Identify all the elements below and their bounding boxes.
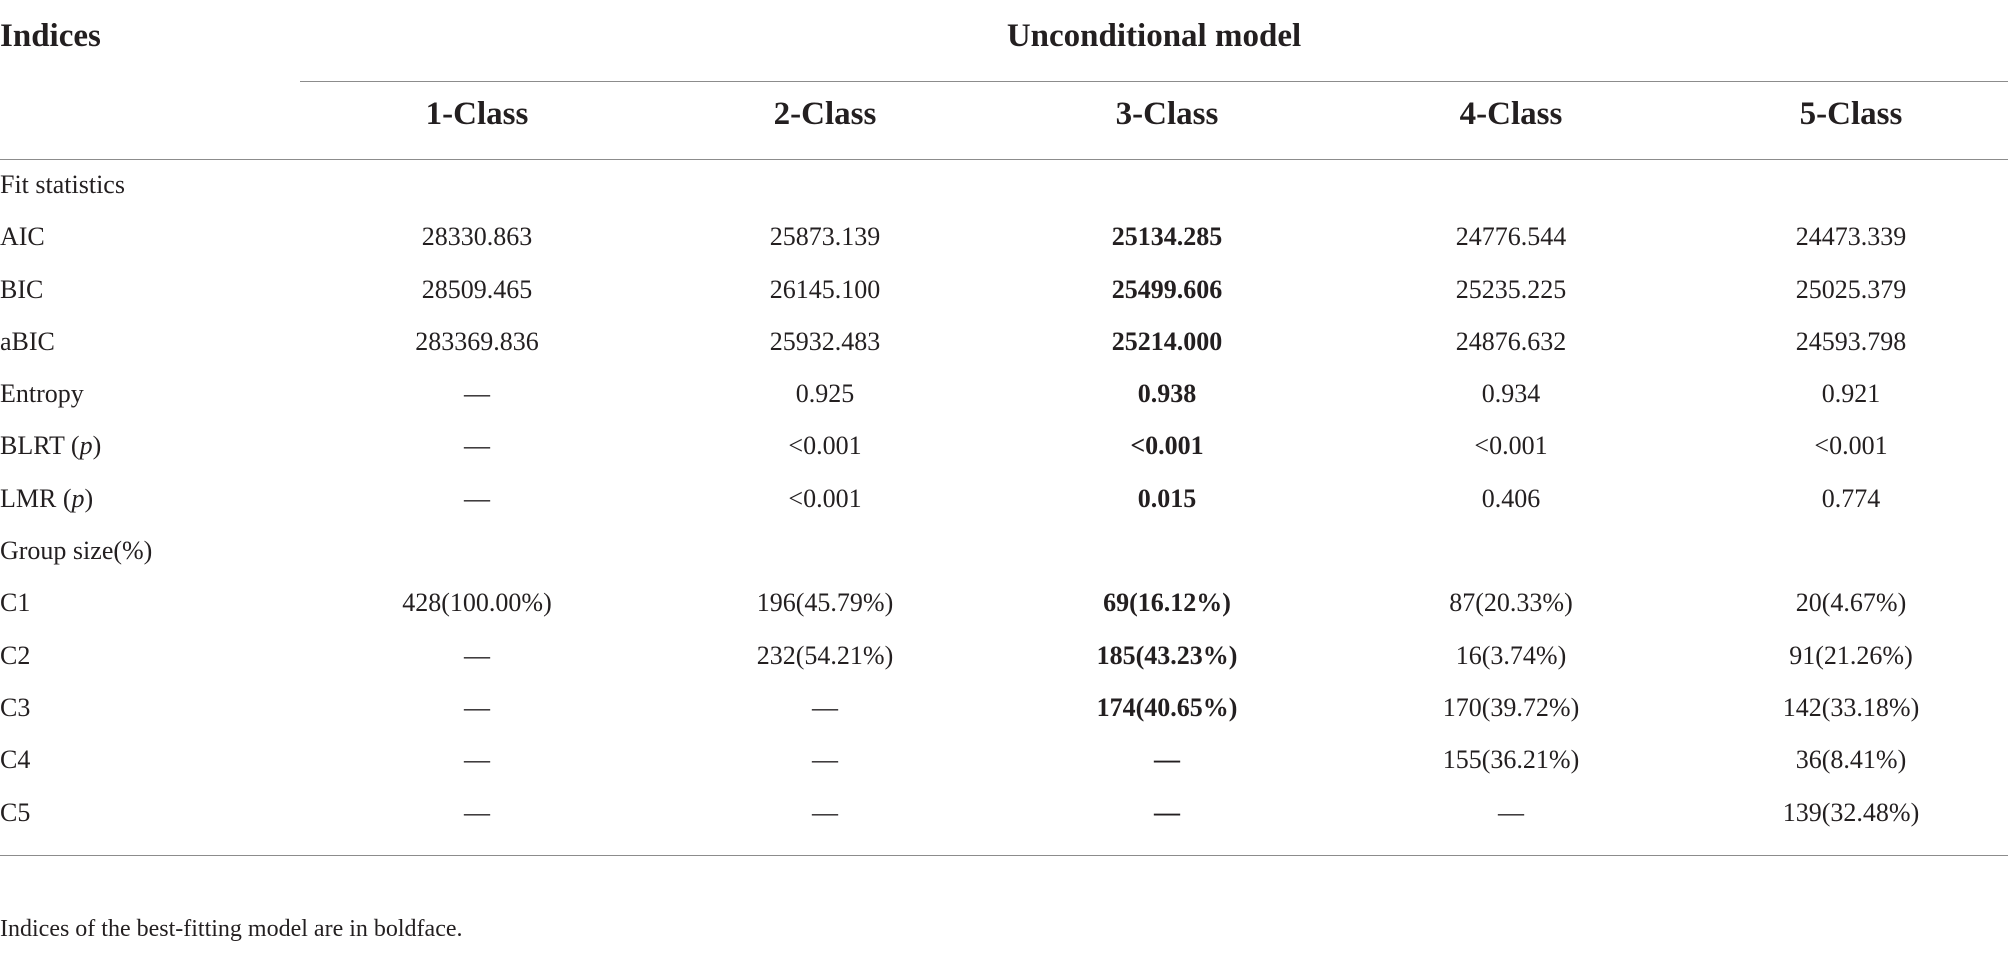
row-label-text: BIC [0,274,44,304]
table-cell: 283369.836 [415,326,539,356]
table-cell: — [1154,745,1180,775]
table-cell: — [812,692,838,722]
table-cell: 139(32.48%) [1782,797,1920,827]
table-cell: 26145.100 [769,274,881,304]
table-cell: 174(40.65%) [1096,692,1238,722]
table-cell: — [464,431,490,461]
table-cell: 155(36.21%) [1442,745,1580,775]
table-cell: 25499.606 [1111,274,1223,304]
column-header-2-class: 2-Class [773,96,877,132]
row-label [0,214,45,260]
table-cell: <0.001 [1474,431,1548,461]
table-cell: 24473.339 [1795,222,1907,252]
section-label [0,528,152,574]
table-cell: 0.015 [1137,483,1197,513]
section-label [0,162,125,208]
table-cell: <0.001 [1130,431,1204,461]
row-label-text: C4 [0,745,31,775]
header-bottom-rule [0,159,2008,160]
row-label [0,737,30,783]
table-cell: 25214.000 [1111,326,1223,356]
row-label [0,685,30,731]
table-cell: — [464,483,490,513]
column-header-3-class: 3-Class [1115,96,1219,132]
row-label-text: AIC [0,222,45,252]
table-cell: 196(45.79%) [756,588,894,618]
row-label-suffix: ) [92,431,102,461]
table-cell: — [1498,797,1524,827]
table-row [0,633,2008,685]
row-label-text: Fit statistics [0,170,125,199]
table-row [0,267,2008,319]
column-headers [0,96,2008,140]
row-label-italic: p [79,431,93,461]
table-cell: 0.934 [1481,379,1541,409]
row-label-text: BLRT ( [0,431,80,461]
table-row [0,476,2008,528]
row-label [0,267,43,313]
section-row [0,162,2008,214]
table-cell: — [464,640,490,670]
table-cell: <0.001 [788,483,862,513]
row-label [0,580,30,626]
table-cell: 142(33.18%) [1782,692,1920,722]
table-row [0,423,2008,475]
row-label [0,319,55,365]
table-row [0,790,2008,842]
row-label-text: LMR ( [0,483,72,513]
table-cell: 25235.225 [1455,274,1567,304]
table-cell: 0.938 [1137,379,1197,409]
table-footnote: Indices of the best-fitting model are in boldface. [0,916,463,942]
column-header-4-class: 4-Class [1459,96,1563,132]
row-label [0,790,30,836]
table-cell: — [464,745,490,775]
row-label-suffix: ) [84,483,94,513]
table-cell: — [464,379,490,409]
row-label [0,476,93,522]
table-cell: 20(4.67%) [1795,588,1907,618]
table-cell: 0.925 [795,379,855,409]
table-cell: <0.001 [788,431,862,461]
row-label-text: aBIC [0,326,55,356]
table-cell: 28509.465 [421,274,533,304]
table-cell: — [812,797,838,827]
table-cell: 24593.798 [1795,326,1907,356]
row-label [0,633,30,679]
table-body [0,162,2008,842]
row-label-text: C2 [0,640,31,670]
table-cell: 428(100.00%) [402,588,552,618]
group-header-rule [300,81,2008,82]
row-label-text: Group size(%) [0,536,153,566]
row-label [0,371,84,417]
table-cell: 25025.379 [1795,274,1907,304]
table-row [0,319,2008,371]
table-cell: — [812,745,838,775]
table-group-header: Unconditional model [1006,18,1302,54]
table-row [0,685,2008,737]
row-label-text: Entropy [0,379,84,409]
table-cell: 16(3.74%) [1455,640,1567,670]
table-cell: 0.774 [1821,483,1881,513]
table-stub-header: Indices [0,18,101,54]
table-row [0,371,2008,423]
table-cell: 36(8.41%) [1795,745,1907,775]
table-cell: 185(43.23%) [1096,640,1238,670]
column-header-1-class: 1-Class [425,96,529,132]
table-cell: 91(21.26%) [1789,640,1913,670]
table-bottom-rule [0,855,2008,856]
row-label-text: C3 [0,692,31,722]
table-cell: 25134.285 [1111,222,1223,252]
table-cell: 25932.483 [769,326,881,356]
table-cell: — [1154,797,1180,827]
row-label [0,423,101,469]
table-cell: <0.001 [1814,431,1888,461]
table-cell: 28330.863 [421,222,533,252]
table-cell: 87(20.33%) [1449,588,1573,618]
table-cell: 0.921 [1821,379,1881,409]
table-cell: — [464,692,490,722]
table-cell: 232(54.21%) [756,640,894,670]
column-header-5-class: 5-Class [1799,96,1903,132]
table-cell: 69(16.12%) [1103,588,1231,618]
table-cell: 170(39.72%) [1442,692,1580,722]
row-label-text: C5 [0,797,31,827]
table-cell: 24876.632 [1455,326,1567,356]
table-row [0,737,2008,789]
table-row [0,214,2008,266]
row-label-text: C1 [0,588,31,618]
table-cell: 24776.544 [1455,222,1567,252]
table-row [0,580,2008,632]
table-cell: 25873.139 [769,222,881,252]
section-row [0,528,2008,580]
row-label-italic: p [71,483,85,513]
table-cell: 0.406 [1481,483,1541,513]
table-cell: — [464,797,490,827]
